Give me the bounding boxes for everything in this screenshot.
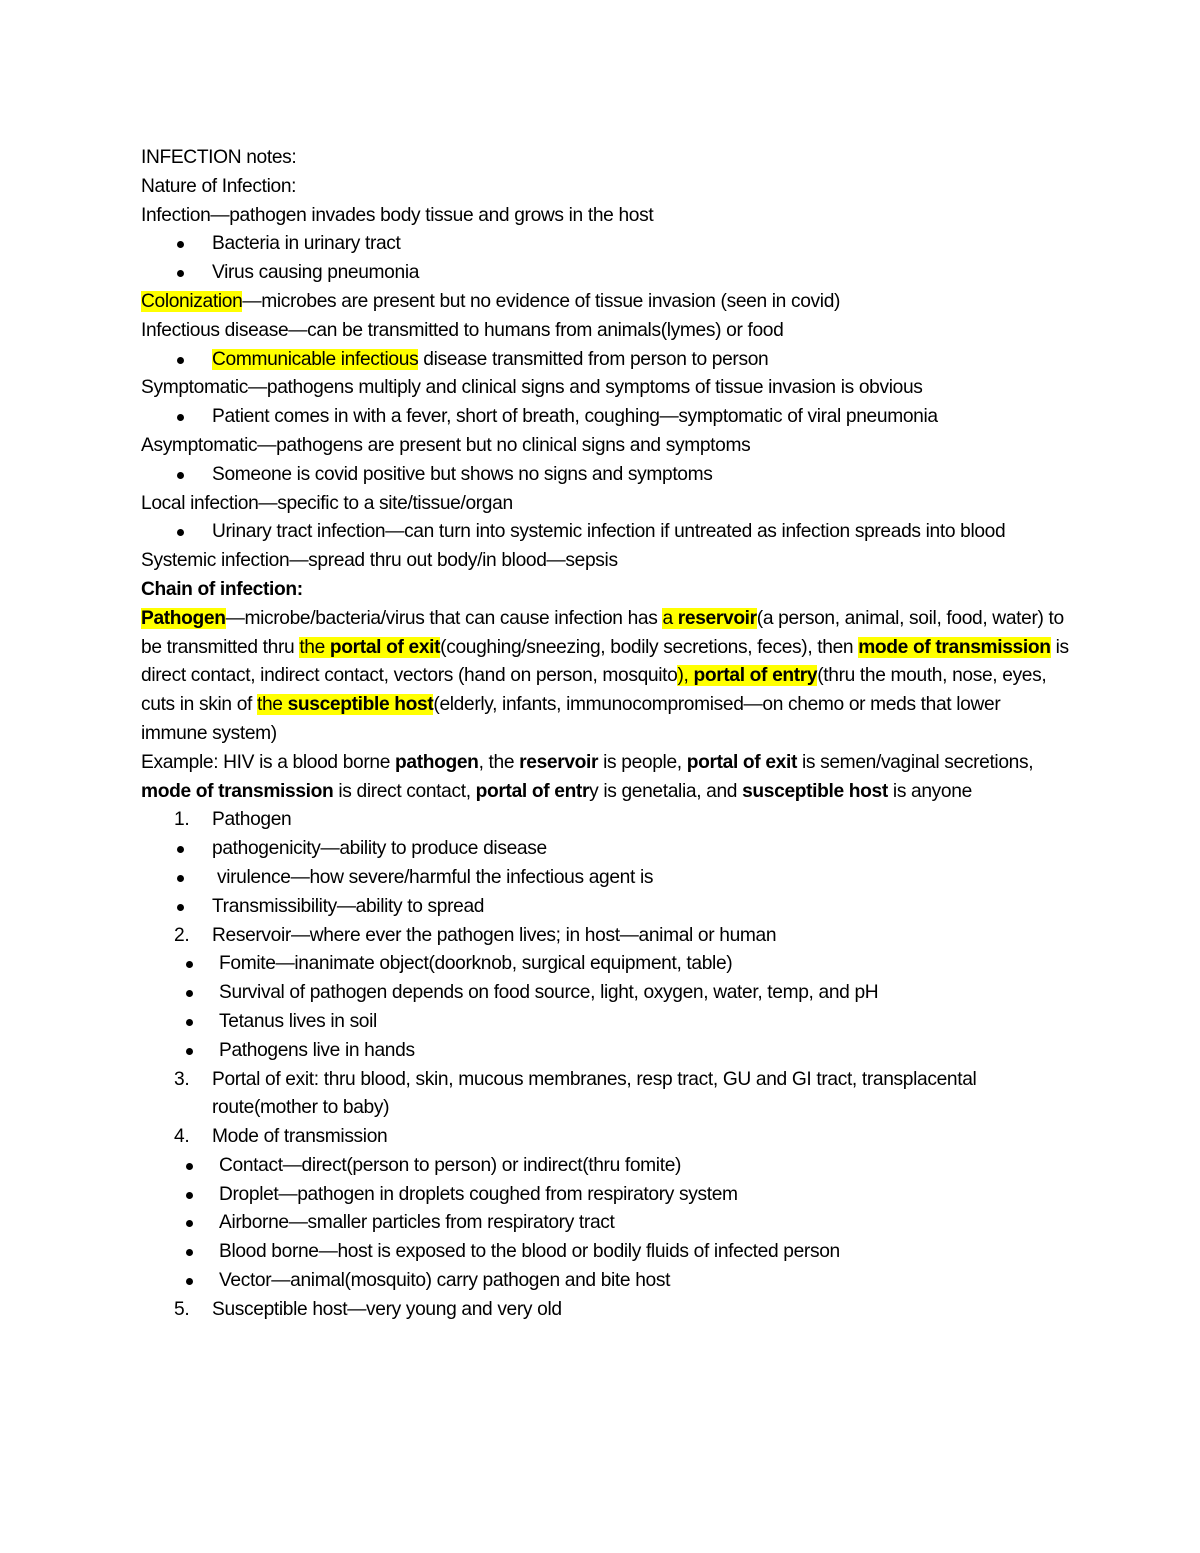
local-infection-definition: Local infection—specific to a site/tissue/organ: [141, 492, 513, 514]
bullet-icon: [186, 1048, 193, 1055]
document-body: [141, 144, 1071, 1325]
highlighted-term: reservoir: [677, 607, 757, 629]
numbered-item: 4. Mode of transmission: [174, 1126, 388, 1148]
bullet-icon: [177, 904, 184, 911]
highlighted-term: Colonization: [141, 290, 243, 312]
highlighted-term: portal of entry: [693, 665, 818, 687]
list-item: virulence—how severe/harmful the infectious agent is: [141, 864, 1071, 893]
highlighted-term: Communicable infectious: [212, 348, 419, 370]
symptomatic-definition: Symptomatic—pathogens multiply and clinical signs and symptoms of tissue invasion is obvious: [141, 377, 923, 399]
bullet-icon: [177, 529, 184, 536]
highlighted-term: the: [299, 636, 330, 658]
infection-definition: Infection—pathogen invades body tissue and grows in the host: [141, 204, 654, 226]
list-item: Communicable infectious disease transmitted from person to person: [141, 346, 1071, 375]
list-item: Someone is covid positive but shows no signs and symptoms: [141, 461, 1071, 490]
highlighted-term: ),: [677, 665, 694, 687]
list-item: pathogenicity—ability to produce disease: [141, 835, 1071, 864]
chain-paragraph: Pathogen—microbe/bacteria/virus that can cause infection has a reservoir(a person, animal, soil, food, water) to be transmitted thru the portal of exit(coughing/sneezing, bodily secretions, feces), then mode of transmission is direct contact, indirect contact, vectors (hand on person, mosquito), portal of entry(thru the mouth, nose, eyes, cuts in skin of the susceptible host(elderly, infants, immunocompromised—on chemo or meds that lower immune system): [141, 607, 1069, 744]
list-item: Droplet—pathogen in droplets coughed from respiratory system: [141, 1181, 1071, 1210]
bullet-icon: [186, 1278, 193, 1285]
chain-heading: Chain of infection:: [141, 578, 303, 600]
numbered-item: 1. Pathogen: [174, 809, 292, 831]
bullet-icon: [186, 1249, 193, 1256]
list-item: Contact—direct(person to person) or indirect(thru fomite): [141, 1152, 1071, 1181]
bullet-icon: [177, 846, 184, 853]
highlighted-term: the: [256, 694, 288, 716]
highlighted-term: mode of transmission: [858, 636, 1051, 658]
numbered-item: 3. Portal of exit: thru blood, skin, mucous membranes, resp tract, GU and GI tract, transplacental route(mother to baby): [174, 1068, 977, 1119]
highlighted-term: a: [662, 607, 678, 629]
bullet-icon: [186, 1192, 193, 1199]
list-item: Airborne—smaller particles from respiratory tract: [141, 1209, 1071, 1238]
bullet-icon: [186, 961, 193, 968]
infectious-disease-definition: Infectious disease—can be transmitted to humans from animals(lymes) or food: [141, 319, 784, 341]
list-item: Bacteria in urinary tract: [141, 230, 1071, 259]
numbered-item: 2. Reservoir—where ever the pathogen lives; in host—animal or human: [174, 924, 777, 946]
example-paragraph: Example: HIV is a blood borne pathogen, the reservoir is people, portal of exit is semen/vaginal secretions, mode of transmission is direct contact, portal of entry is genetalia, and susceptible host is anyone: [141, 751, 1034, 802]
list-item: Pathogens live in hands: [141, 1037, 1071, 1066]
bullet-icon: [177, 270, 184, 277]
list-item: Patient comes in with a fever, short of breath, coughing—symptomatic of viral pneumonia: [141, 403, 1071, 432]
bullet-icon: [186, 1163, 193, 1170]
bullet-icon: [186, 1019, 193, 1026]
bullet-icon: [186, 1220, 193, 1227]
bullet-icon: [177, 875, 184, 882]
systemic-infection-definition: Systemic infection—spread thru out body/in blood—sepsis: [141, 550, 618, 572]
highlighted-term: susceptible host: [287, 694, 434, 716]
highlighted-term: Pathogen: [141, 607, 226, 629]
colonization-definition: Colonization—microbes are present but no evidence of tissue invasion (seen in covid): [141, 290, 841, 312]
document-title: INFECTION notes:: [141, 147, 297, 168]
list-item: Virus causing pneumonia: [141, 259, 1071, 288]
list-item: Urinary tract infection—can turn into systemic infection if untreated as infection spreads into blood: [141, 518, 1071, 547]
list-item: Survival of pathogen depends on food source, light, oxygen, water, temp, and pH: [141, 979, 1071, 1008]
list-item: Fomite—inanimate object(doorknob, surgical equipment, table): [141, 950, 1071, 979]
nature-heading: Nature of Infection:: [141, 175, 297, 197]
highlighted-term: portal of exit: [329, 636, 441, 658]
list-item: Blood borne—host is exposed to the blood or bodily fluids of infected person: [141, 1238, 1071, 1267]
list-item: Vector—animal(mosquito) carry pathogen and bite host: [141, 1267, 1071, 1296]
bullet-icon: [177, 357, 184, 364]
bullet-icon: [177, 472, 184, 479]
bullet-icon: [177, 241, 184, 248]
list-item: Transmissibility—ability to spread: [141, 893, 1071, 922]
bullet-icon: [177, 414, 184, 421]
list-item: Tetanus lives in soil: [141, 1008, 1071, 1037]
numbered-item: 5. Susceptible host—very young and very old: [174, 1298, 562, 1320]
bullet-icon: [186, 990, 193, 997]
asymptomatic-definition: Asymptomatic—pathogens are present but no clinical signs and symptoms: [141, 434, 751, 456]
